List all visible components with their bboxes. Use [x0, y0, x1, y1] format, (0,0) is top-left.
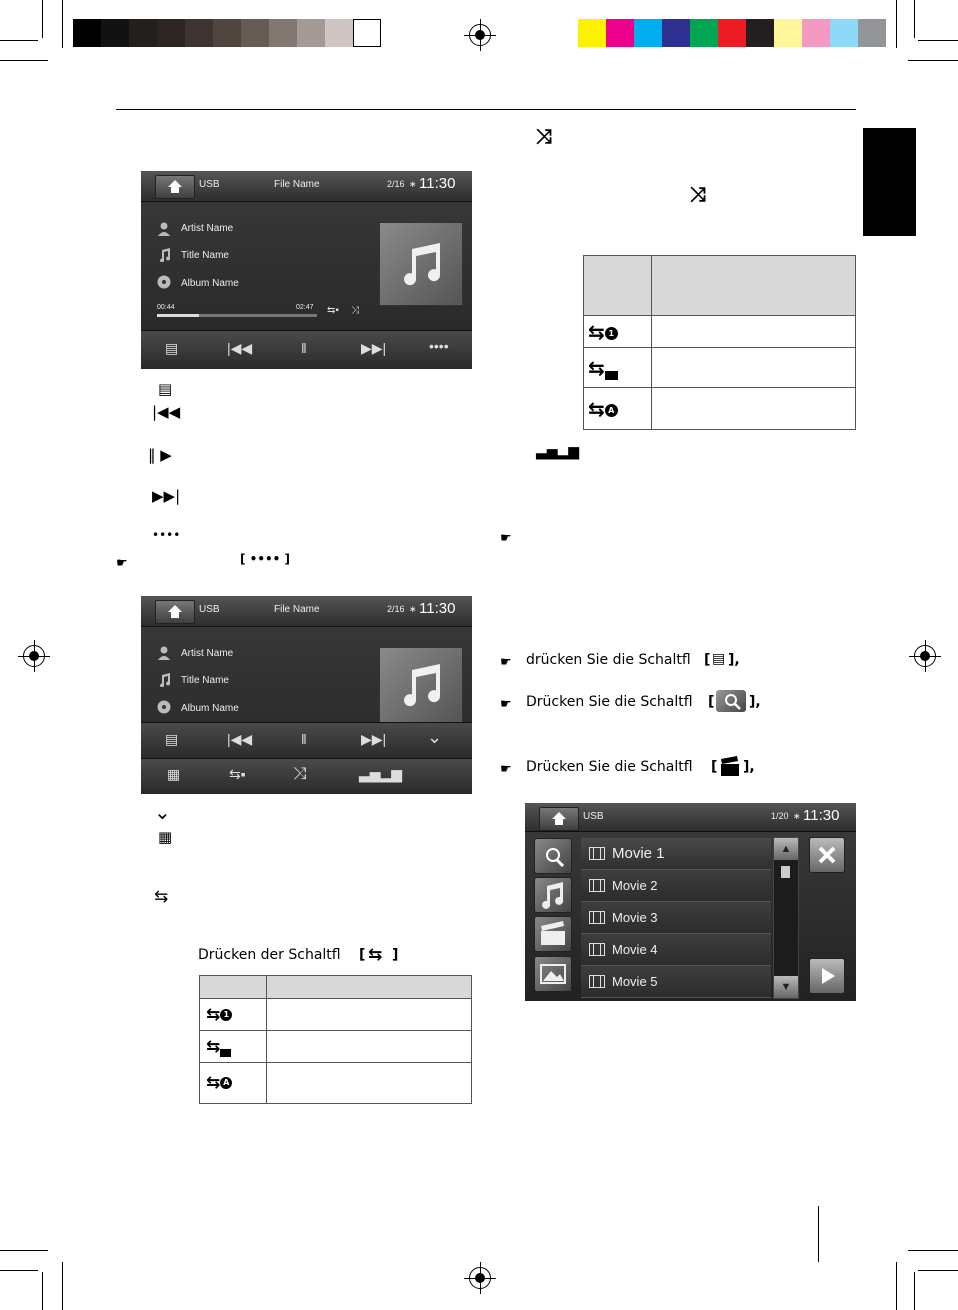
- grayscale-swatch: [129, 19, 157, 47]
- usb-player-expanded-screen: [141, 596, 472, 793]
- prev-icon[interactable]: |◀◀: [227, 340, 253, 356]
- shuffle-icon: ⤨: [351, 305, 359, 316]
- list-icon: ▤: [158, 380, 173, 398]
- movie-title: Movie 5: [612, 974, 658, 989]
- step-3-suffix: ],: [743, 759, 755, 775]
- home-icon: [551, 811, 567, 826]
- film-icon: [589, 879, 605, 892]
- grayscale-swatch: [73, 19, 101, 47]
- photo-button[interactable]: [534, 956, 572, 992]
- equalizer-icon[interactable]: ▃▅▂▆: [359, 766, 403, 782]
- list-item[interactable]: [581, 870, 771, 902]
- registration-mark-icon: [469, 1267, 491, 1289]
- album-name: Album Name: [181, 278, 239, 289]
- film-icon: [589, 911, 605, 924]
- step-2-text: Drücken Sie die Schaltfl: [526, 694, 693, 710]
- repeat-one-icon: ⇆ 1: [200, 999, 267, 1031]
- user-icon: [157, 222, 171, 236]
- album-name: Album Name: [181, 703, 239, 714]
- pause-icon[interactable]: ‖: [301, 340, 307, 356]
- list-icon[interactable]: ▤: [165, 340, 179, 356]
- header-rule: [116, 109, 856, 110]
- bracket-open: [: [704, 652, 711, 668]
- track-count: 2/16: [387, 604, 405, 614]
- movie-title: Movie 2: [612, 878, 658, 893]
- step-2-suffix: ],: [749, 694, 761, 710]
- crop-mark: [0, 1270, 38, 1271]
- source-label: USB: [199, 179, 220, 190]
- table-header: [584, 256, 652, 316]
- extended-control-bar: [141, 758, 472, 794]
- source-label: USB: [199, 604, 220, 615]
- hand-bullet-icon: ☛: [500, 697, 512, 712]
- crop-mark: [918, 40, 958, 41]
- search-folder-icon: [716, 690, 746, 712]
- clapperboard-icon: [535, 917, 571, 951]
- title-name: Title Name: [181, 250, 229, 261]
- clock: 11:30: [419, 600, 456, 617]
- shuffle-icon: ⤨: [690, 182, 706, 206]
- play-button[interactable]: [809, 958, 845, 994]
- pause-icon: ‖ ▶: [148, 446, 172, 464]
- control-bar: [141, 330, 472, 369]
- note-icon: [396, 239, 446, 289]
- table-cell: [652, 348, 856, 388]
- file-name: File Name: [274, 604, 320, 615]
- crop-mark: [0, 40, 38, 41]
- usb-player-screen: [141, 171, 472, 368]
- status-bar: [141, 171, 472, 202]
- scroll-up-button[interactable]: ▲: [774, 838, 798, 860]
- crop-mark: [918, 1270, 958, 1271]
- scroll-down-button[interactable]: ▼: [774, 976, 798, 998]
- control-bar: [141, 722, 472, 759]
- bluetooth-icon: ∗: [409, 604, 417, 614]
- step-1-text: drücken Sie die Schaltfl: [526, 652, 691, 668]
- bracket-open: [: [359, 947, 366, 963]
- registration-mark-icon: [469, 24, 491, 46]
- note-icon: [157, 673, 171, 687]
- table-cell: [267, 1031, 472, 1063]
- disc-icon: [157, 275, 171, 289]
- movie-title: Movie 3: [612, 910, 658, 925]
- file-name: File Name: [274, 179, 320, 190]
- play-icon: [810, 959, 844, 993]
- table-cell: [267, 1063, 472, 1104]
- next-icon[interactable]: ▶▶|: [361, 731, 387, 747]
- shuffle-icon: ⤨: [536, 124, 552, 148]
- registration-mark-icon: [914, 645, 936, 667]
- grayscale-swatch: [157, 19, 185, 47]
- repeat-folder-icon[interactable]: ⇆▪: [229, 766, 246, 782]
- disc-icon: [157, 700, 171, 714]
- process-color-swatch: [830, 19, 858, 47]
- list-item[interactable]: [581, 966, 771, 998]
- grayscale-swatch: [213, 19, 241, 47]
- chevron-down-icon[interactable]: ⌄: [427, 727, 443, 747]
- list-item[interactable]: [581, 934, 771, 966]
- list-icon[interactable]: ▤: [165, 731, 179, 747]
- film-icon: [589, 975, 605, 988]
- album-cover: [379, 222, 463, 306]
- search-folder-button[interactable]: [534, 838, 572, 874]
- repeat-mode-table: [199, 975, 472, 1104]
- crop-mark: [0, 60, 48, 61]
- elapsed-time: 00:44: [157, 304, 175, 311]
- crop-mark: [0, 1250, 48, 1251]
- next-icon: ▶▶|: [152, 487, 181, 505]
- language-tab: [863, 128, 916, 236]
- status-bar: [141, 596, 472, 627]
- process-color-swatch: [774, 19, 802, 47]
- crop-mark: [42, 1272, 43, 1310]
- track-count: 2/16: [387, 179, 405, 189]
- crop-mark: [62, 0, 63, 48]
- video-button[interactable]: [534, 916, 572, 952]
- grayscale-swatch: [325, 19, 353, 47]
- crop-mark: [896, 1262, 897, 1310]
- scrollbar[interactable]: [773, 837, 799, 999]
- album-cover: [379, 647, 463, 723]
- process-color-swatch: [634, 19, 662, 47]
- home-icon: [167, 179, 183, 194]
- pause-icon[interactable]: ‖: [301, 731, 307, 747]
- source-label: USB: [583, 811, 604, 822]
- equalizer-icon: ▃▅▂▆: [536, 444, 580, 460]
- film-icon: [589, 943, 605, 956]
- more-icon: ••••: [152, 528, 181, 542]
- bluetooth-icon: ∗: [409, 179, 417, 189]
- hand-bullet-icon: ☛: [500, 531, 512, 546]
- hand-bullet-icon: ☛: [116, 556, 128, 571]
- movie-title: Movie 1: [612, 845, 665, 862]
- table-cell: [267, 999, 472, 1031]
- list-item[interactable]: [581, 838, 771, 870]
- close-button[interactable]: [809, 837, 845, 873]
- clock: 11:30: [803, 807, 840, 824]
- total-time: 02:47: [296, 304, 314, 311]
- crop-mark: [62, 1262, 63, 1310]
- hand-bullet-icon: ☛: [500, 762, 512, 777]
- grayscale-swatch: [101, 19, 129, 47]
- bracket-open: [: [708, 694, 715, 710]
- home-button[interactable]: [539, 807, 579, 831]
- crop-mark: [914, 0, 915, 38]
- search-icon: [535, 839, 571, 873]
- chevron-down-icon: ⌄: [154, 800, 171, 824]
- grid-icon[interactable]: ▦: [167, 766, 181, 782]
- title-name: Title Name: [181, 675, 229, 686]
- repeat-icon: ⇆: [368, 945, 383, 965]
- clock: 11:30: [419, 175, 456, 192]
- folder-repeat-icon: ⇆▪: [327, 305, 339, 316]
- repeat-all-icon: ⇆ A: [584, 388, 652, 430]
- progress-bar[interactable]: [157, 314, 317, 317]
- crop-mark: [896, 0, 897, 48]
- film-icon: [589, 847, 605, 860]
- grayscale-swatch: [269, 19, 297, 47]
- status-bar: [525, 803, 856, 832]
- music-button[interactable]: [534, 877, 572, 913]
- repeat-folder-icon: ⇆: [200, 1031, 267, 1063]
- movie-title: Movie 4: [612, 942, 658, 957]
- grayscale-swatch: [185, 19, 213, 47]
- more-button-ref: [ •••• ]: [240, 552, 291, 566]
- table-cell: [652, 316, 856, 348]
- grayscale-swatch: [297, 19, 325, 47]
- movie-list-screen: [525, 803, 856, 1001]
- process-color-swatch: [746, 19, 774, 47]
- crop-mark: [908, 1250, 958, 1251]
- home-icon: [167, 604, 183, 619]
- list-icon: ▤: [712, 651, 726, 667]
- home-button[interactable]: [155, 175, 195, 199]
- crop-mark: [908, 60, 958, 61]
- artist-name: Artist Name: [181, 648, 234, 659]
- close-icon: [810, 838, 844, 872]
- step-3-text: Drücken Sie die Schaltfl: [526, 759, 693, 775]
- process-color-swatch: [858, 19, 886, 47]
- prev-icon[interactable]: |◀◀: [227, 731, 253, 747]
- more-icon[interactable]: ••••: [429, 338, 449, 354]
- table-header: [200, 976, 267, 999]
- crop-mark: [914, 1272, 915, 1310]
- shuffle-mode-table: [583, 255, 856, 430]
- bracket-close: ]: [392, 947, 399, 963]
- hand-bullet-icon: ☛: [500, 655, 512, 670]
- note-icon: [396, 660, 446, 710]
- crop-mark: [42, 0, 43, 38]
- note-icon: [157, 248, 171, 262]
- process-color-swatch: [718, 19, 746, 47]
- process-color-swatch: [690, 19, 718, 47]
- artist-name: Artist Name: [181, 223, 234, 234]
- process-color-swatch: [662, 19, 690, 47]
- registration-mark-icon: [23, 645, 45, 667]
- clapperboard-icon: [719, 756, 741, 778]
- process-color-swatch: [802, 19, 830, 47]
- home-button[interactable]: [155, 600, 195, 624]
- note-icon: [535, 878, 571, 912]
- shuffle-icon[interactable]: ⤨: [293, 764, 307, 783]
- next-icon[interactable]: ▶▶|: [361, 340, 387, 356]
- repeat-folder-icon: ⇆: [584, 348, 652, 388]
- user-icon: [157, 646, 171, 660]
- bluetooth-icon: ∗: [793, 811, 801, 821]
- repeat-icon: ⇆: [154, 887, 169, 907]
- picture-icon: [535, 957, 571, 991]
- grayscale-swatch: [353, 19, 381, 47]
- step-1-suffix: ],: [728, 652, 740, 668]
- grayscale-swatch: [241, 19, 269, 47]
- process-color-swatch: [578, 19, 606, 47]
- prev-icon: |◀◀: [152, 403, 181, 421]
- repeat-all-icon: ⇆ A: [200, 1063, 267, 1104]
- bracket-open: [: [711, 759, 718, 775]
- process-color-swatch: [606, 19, 634, 47]
- grid-icon: ▦: [158, 828, 173, 846]
- repeat-one-icon: ⇆ 1: [584, 316, 652, 348]
- progress-fill: [157, 314, 199, 317]
- table-header: [267, 976, 472, 999]
- table-header: [652, 256, 856, 316]
- table-cell: [652, 388, 856, 430]
- scroll-thumb[interactable]: [781, 866, 790, 878]
- item-count: 1/20: [771, 811, 789, 821]
- page-number-rule: [818, 1206, 819, 1262]
- list-item[interactable]: [581, 902, 771, 934]
- repeat-instruction: Drücken der Schaltfl: [198, 947, 341, 963]
